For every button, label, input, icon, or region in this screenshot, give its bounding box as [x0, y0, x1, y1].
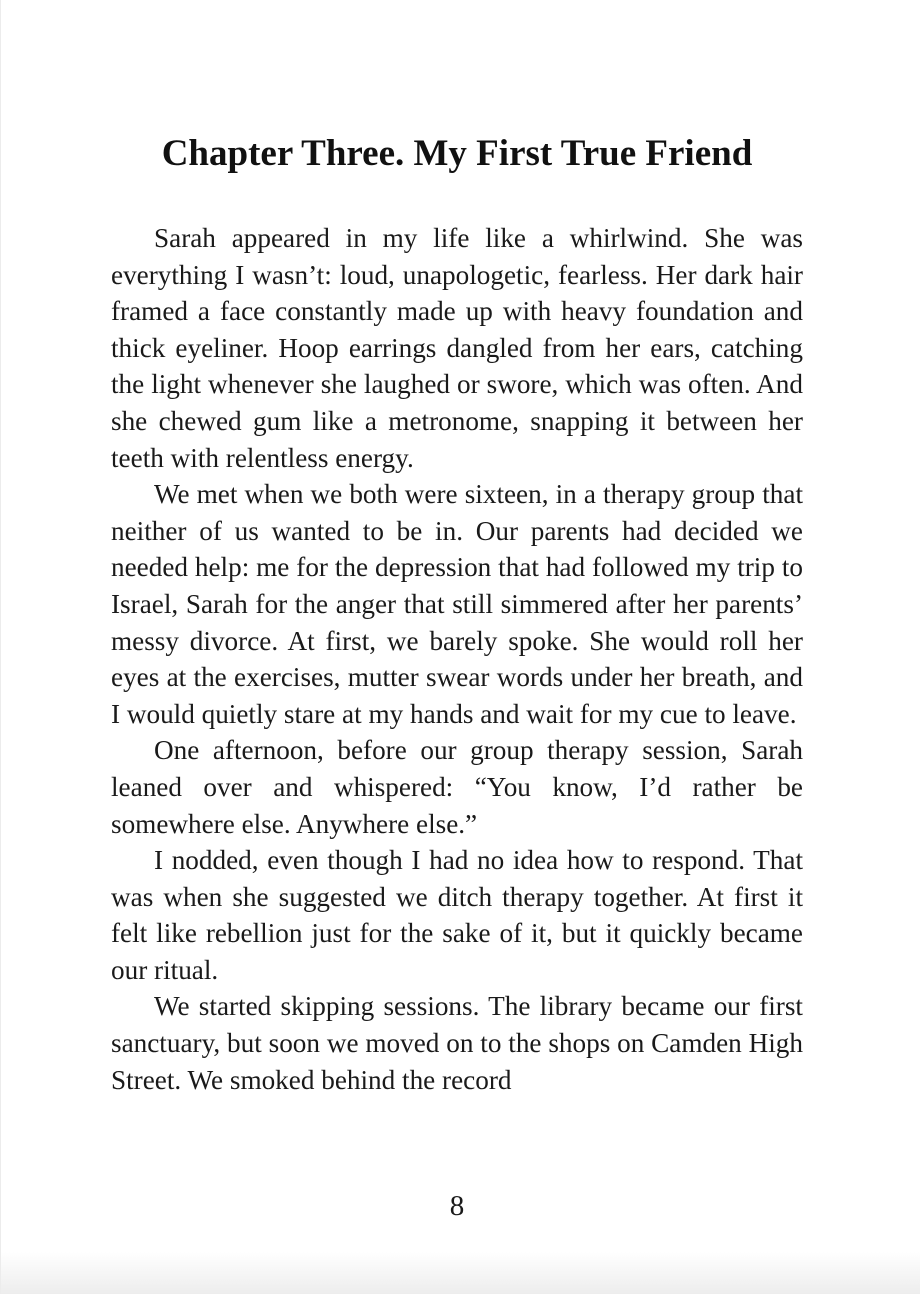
paragraph: We met when we both were sixteen, in a therapy group that neither of us wanted to be in. Our parents had decided we needed help: me for the depression that had followed my trip to Israel, Sarah for the anger that still simmered after her parents’ messy divorce. At first, we barely spoke. She would roll her eyes at the exercises, mutter swear words under her breath, and I would quietly stare at my hands and wait for my cue to leave. [111, 479, 803, 729]
page-bottom-shadow [1, 1252, 920, 1294]
paragraph: Sarah appeared in my life like a whirlwind. She was everything I wasn’t: loud, unapologetic, fearless. Her dark hair framed a face constantly made up with heavy foundation and thick eyeliner. Hoop earrings dangled from her ears, catching the light whenever she laughed or swore, which was often. And she chewed gum like a metronome, snapping it between her teeth with relentless energy. [111, 223, 803, 473]
chapter-body [111, 220, 803, 1098]
page-number: 8 [449, 1190, 465, 1222]
paragraph: We started skipping sessions. The library became our first sanctuary, but soon we moved on to the shops on Camden High Street. We smoked behind the record [111, 991, 803, 1095]
paragraph: I nodded, even though I had no idea how to respond. That was when she suggested we ditch therapy together. At first it felt like rebellion just for the sake of it, but it quickly became our ritual. [111, 845, 803, 985]
paragraph: One afternoon, before our group therapy session, Sarah leaned over and whispered: “You know, I’d rather be somewhere else. Anywhere else.” [111, 735, 803, 839]
chapter-title: Chapter Three. My First True Friend [161, 133, 753, 174]
